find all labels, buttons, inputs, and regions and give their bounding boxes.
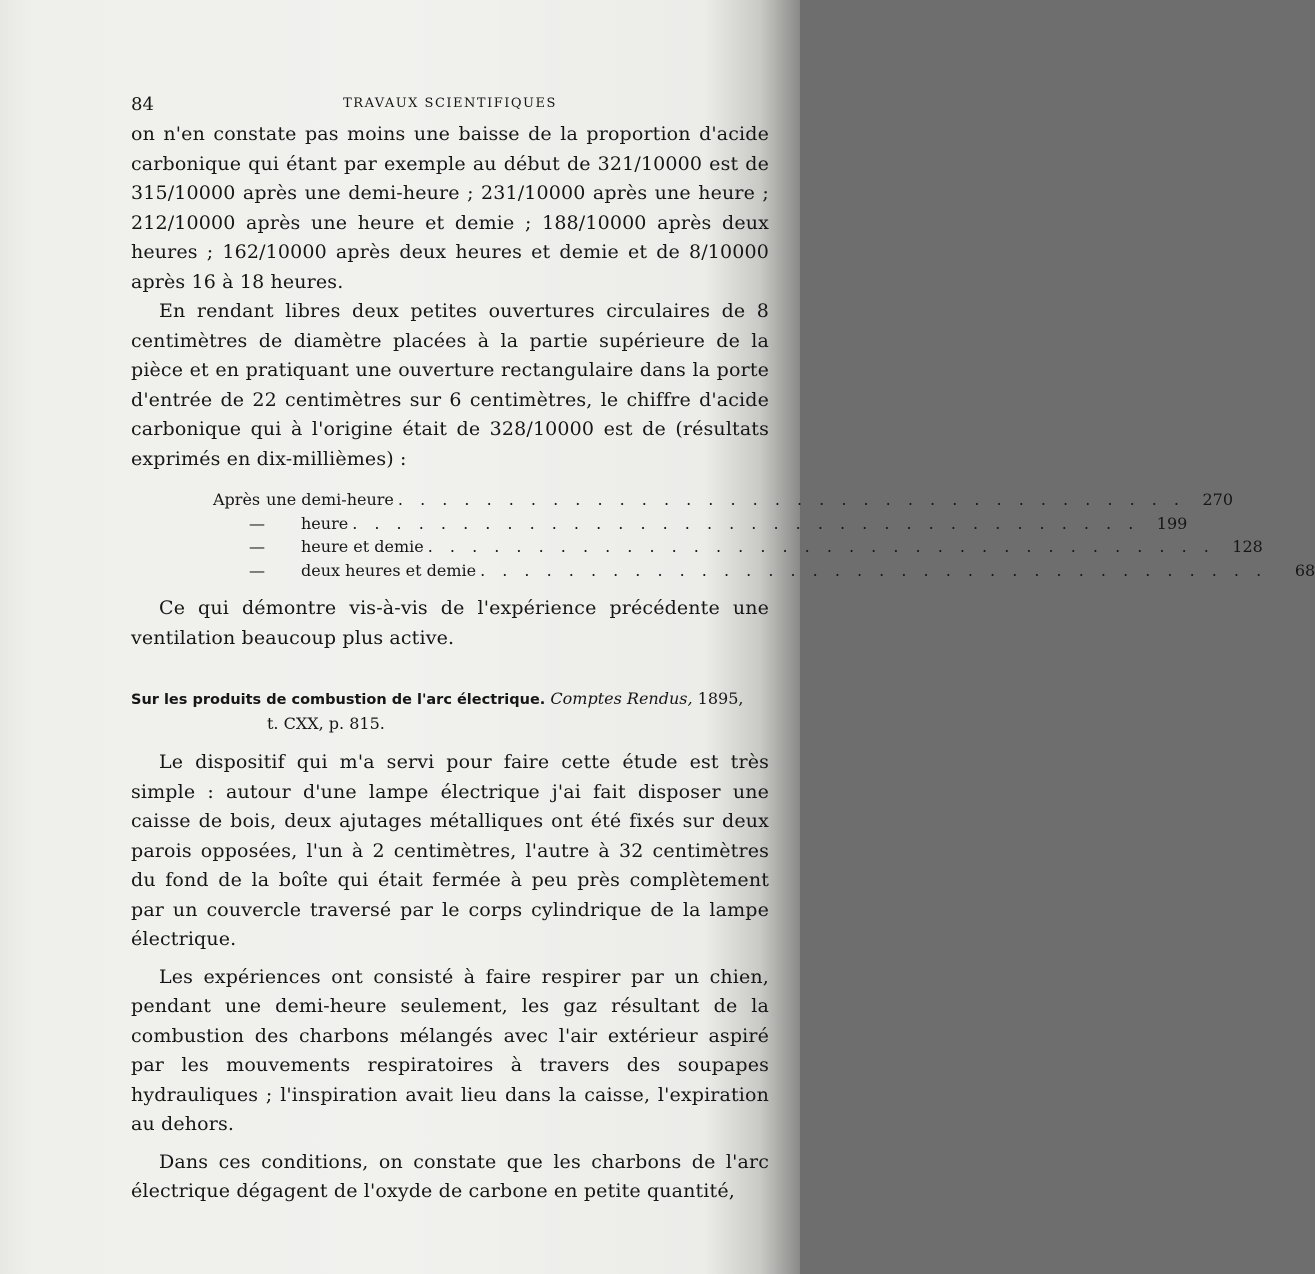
running-title: TRAVAUX SCIENTIFIQUES (343, 96, 557, 111)
section-title: Sur les produits de combustion de l'arc électrique. (131, 692, 546, 708)
table-row (213, 512, 1188, 536)
section-journal: Comptes Rendus, (550, 689, 693, 708)
dot-leader: . . . . . . . . . . . . . . . . . . . . . . . . . . . . . . . . . . . . (480, 560, 1268, 580)
row-prefix: — (249, 513, 265, 533)
paragraph-apparatus: Le dispositif qui m'a servi pour faire cette étude est très simple : autour d'une lampe électrique j'ai fait disposer une caisse de bois, deux ajutages métalliques ont été fixés sur deux parois opposées, l'un à 2 centimètres, l'autre à 32 centimètres du fond de la boîte qui était fermée à peu près complètement par un couvercle traversé par le corps cylindrique de la lampe électrique. (131, 751, 769, 950)
paragraph-ventilation: En rendant libres deux petites ouvertures circulaires de 8 centimètres de diamètre placées à la partie supérieure de la pièce et en pratiquant une ouverture rectangulaire dans la porte d'entrée de 22 centimètres sur 6 centimètres, le chiffre d'acide carbonique qui à l'origine était de 328/10000 est de (résultats exprimés en dix-millièmes) : (131, 300, 769, 470)
section-heading (131, 687, 769, 736)
results-table (213, 488, 1315, 582)
row-prefix: Après (213, 490, 261, 509)
page-content (131, 92, 1315, 1207)
section-heading-line1 (131, 687, 769, 712)
dot-leader: . . . . . . . . . . . . . . . . . . . . . . . . . . . . . . . . . . . . (352, 513, 1140, 533)
dot-leader: . . . . . . . . . . . . . . . . . . . . . . . . . . . . . . . . . . . . (427, 537, 1215, 556)
row-label: une demi-heure (266, 490, 394, 509)
section-year: 1895, (697, 689, 744, 708)
table-row (213, 488, 1233, 512)
table-row (213, 559, 1315, 583)
row-label: deux heures et demie (301, 560, 477, 580)
row-label: heure (301, 513, 349, 533)
paragraph-conditions: Dans ces conditions, on constate que les charbons de l'arc électrique dégagent de l'oxyde de carbone en petite quantité, (131, 1150, 769, 1202)
row-value: 128 (1232, 537, 1263, 556)
row-prefix: — (249, 560, 265, 580)
section-reference: t. CXX, p. 815. (267, 714, 385, 733)
paragraph-continuation: on n'en constate pas moins une baisse de la proportion d'acide carbonique qui étant par exemple au début de 321/10000 est de 315/10000 après une demi-heure ; 231/10000 après une heure ; 212/10000 après une heure et demie ; 188/10000 après deux heures ; 162/10000 après deux heures et demie et de 8/10000 après 16 à 18 heures. (131, 123, 769, 293)
dot-leader: . . . . . . . . . . . . . . . . . . . . . . . . . . . . . . . . . . . . (397, 490, 1185, 509)
row-value: 199 (1156, 513, 1188, 533)
row-label: heure et demie (301, 537, 424, 556)
paragraph-conclusion: Ce qui démontre vis-à-vis de l'expérience précédente une ventilation beaucoup plus active. (131, 597, 769, 649)
row-value: 68 (1294, 560, 1315, 580)
row-prefix: — (249, 537, 265, 556)
page-number: 84 (131, 94, 154, 115)
running-head (131, 92, 769, 120)
row-value: 270 (1202, 490, 1233, 509)
paragraph-experiments: Les expériences ont consisté à faire respirer par un chien, pendant une demi-heure seulement, les gaz résultant de la combustion des charbons mélangés avec l'air extérieur aspiré par les mouvements respiratoires à travers des soupapes hydrauliques ; l'inspiration avait lieu dans la caisse, l'expiration au dehors. (131, 965, 769, 1135)
table-row (213, 535, 1263, 559)
